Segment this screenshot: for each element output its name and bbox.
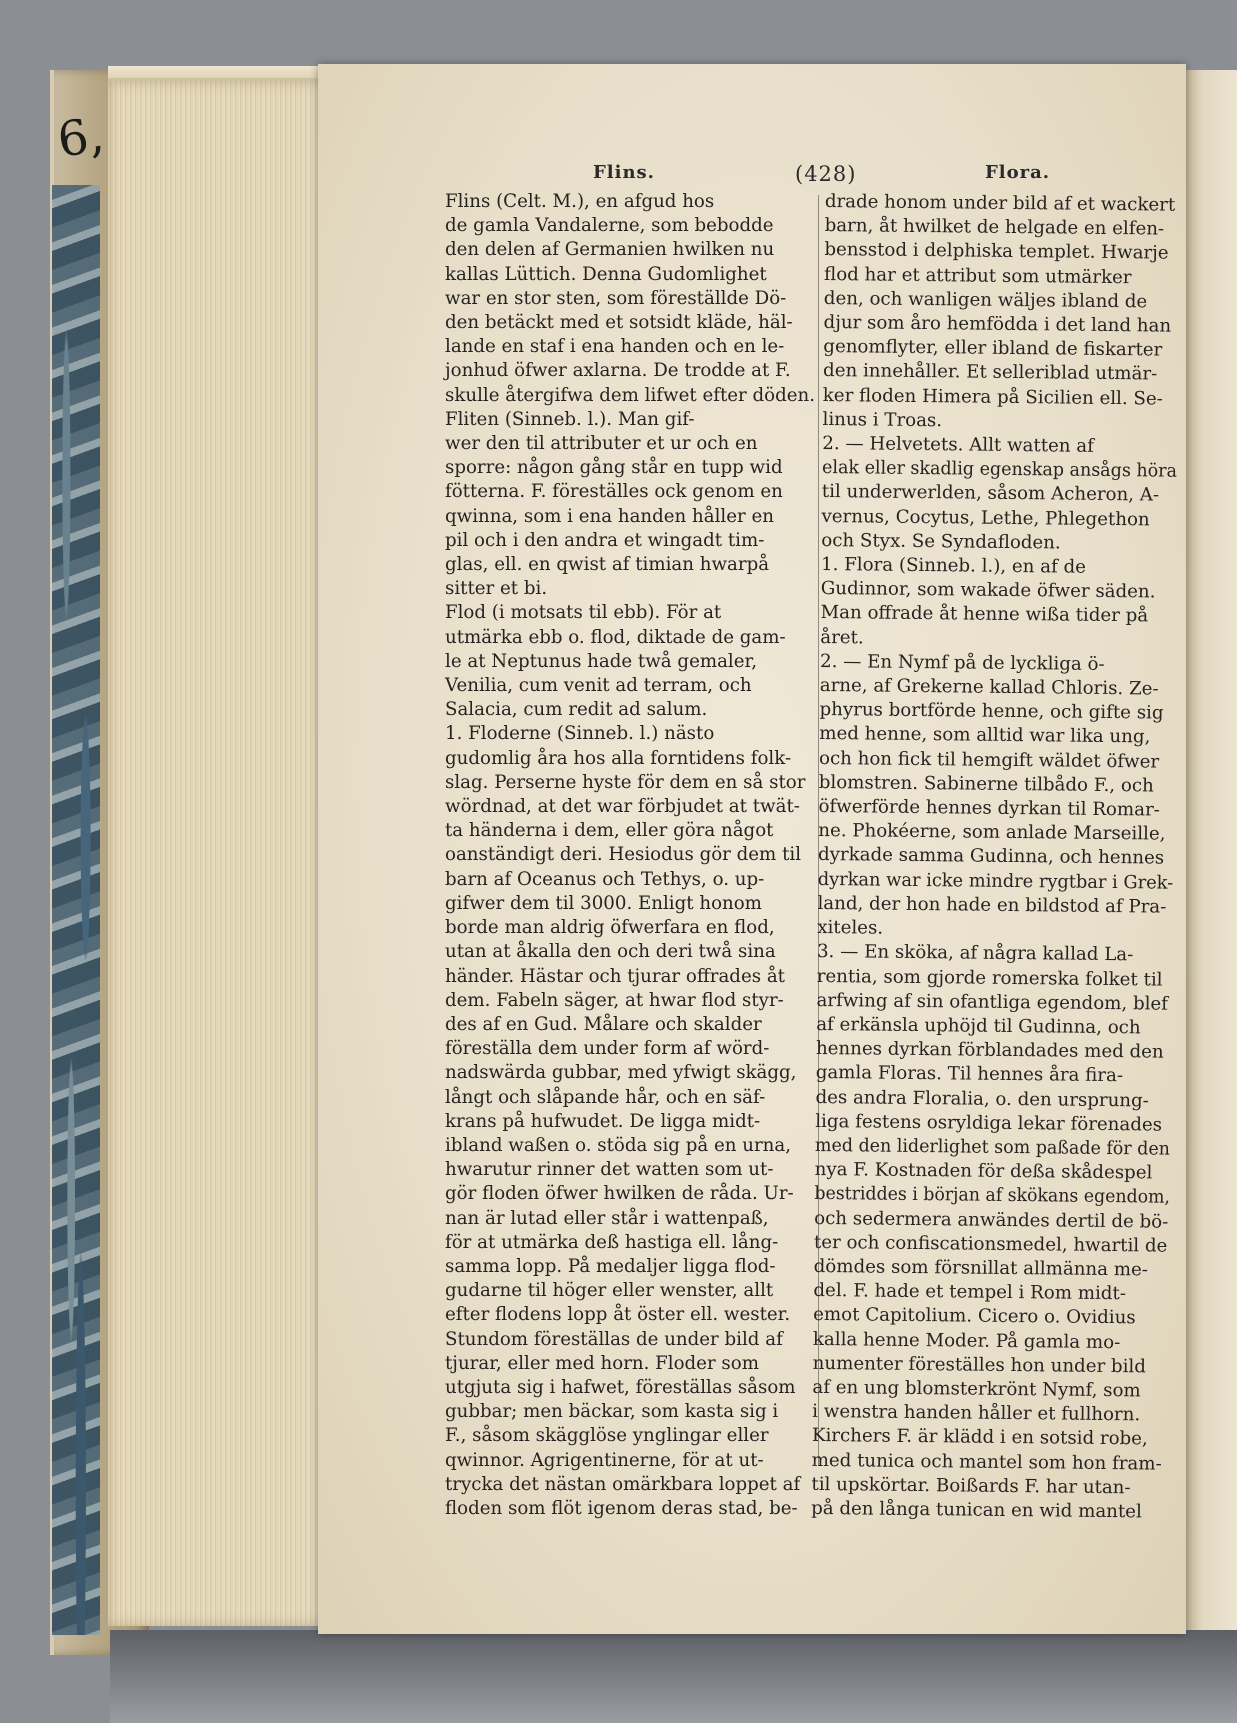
text-line: Fliten (Sinneb. l.). Man gif- [445, 408, 695, 430]
text-line: de gamla Vandalerne, som bebodde [445, 215, 774, 237]
text-line: den innehåller. Et selleriblad utmär- [822, 360, 1158, 385]
text-line: gubbar; men bäckar, som kasta sig i [445, 1401, 779, 1423]
text-line: af erkänsla uphöjd til Gudinna, och [816, 1013, 1141, 1039]
page-edges-block [108, 78, 333, 1626]
text-line: sporre: någon gång står en tupp wid [445, 457, 783, 479]
text-line: borde man aldrig öfwerfara en flod, [445, 917, 775, 939]
right-text-column [811, 190, 1180, 1525]
text-line: numenter föreställes hon under bild [812, 1352, 1147, 1378]
text-line: til underwerlden, såsom Acheron, A- [821, 481, 1160, 506]
text-line: 1. Flora (Sinneb. l.), en af de [820, 554, 1087, 578]
facing-page-edge [1185, 70, 1237, 1630]
text-line: i wenstra handen håller et fullhorn. [812, 1401, 1141, 1426]
text-line: vernus, Cocytus, Lethe, Phlegethon [821, 505, 1150, 531]
text-line: glas, ell. en qwist af timian hwarpå [445, 554, 770, 576]
text-line: kallas Lüttich. Denna Gudomlighet [445, 263, 767, 285]
running-head-right: Flora. [985, 162, 1051, 183]
text-line: djur som åro hemfödda i det land han [823, 312, 1172, 337]
text-line: året. [820, 626, 864, 649]
text-line: dem. Fabeln säger, at hwar flod styr- [445, 989, 784, 1011]
text-line: skulle återgifwa dem lifwet efter döden. [445, 384, 815, 406]
text-line: des andra Floralia, o. den ursprung- [815, 1086, 1149, 1111]
text-line: genomflyter, eller ibland de fiskarter [823, 336, 1163, 361]
text-line: liga festens osryldiga lekar förenades [815, 1110, 1163, 1136]
text-line: föreställa dem under form af wörd- [445, 1038, 770, 1060]
text-line: dyrkan war icke mindre rygtbar i Grek- [817, 868, 1174, 894]
text-line: gudomlig åra hos alla forntidens folk- [445, 747, 792, 769]
text-line: af en ung blomsterkrönt Nymf, som [812, 1376, 1141, 1402]
text-line: dyrkade samma Gudinna, och hennes [817, 844, 1165, 870]
text-line: F., såsom skägglöse ynglingar eller [445, 1425, 769, 1447]
text-line: arne, af Grekerne kallad Chloris. Ze- [819, 675, 1159, 700]
cover-handwritten-mark: 6, [54, 106, 108, 169]
text-line: ne. Phokéerne, som anlade Marseille, [818, 820, 1166, 845]
text-line: barn af Oceanus och Tethys, o. up- [445, 868, 765, 890]
text-line: nadswärda gubbar, med yfwigt skägg, [445, 1062, 797, 1084]
text-line: gudarne til höger eller wenster, allt [445, 1280, 774, 1302]
text-line: flod har et attribut som utmärker [824, 263, 1132, 288]
text-line: bensstod i delphiska templet. Hwarje [824, 239, 1169, 265]
text-line: Flins (Celt. M.), en afgud hos [445, 191, 715, 212]
text-line: drade honom under bild af et wackert [824, 190, 1176, 216]
text-line: den betäckt med et sotsidt kläde, häl- [445, 312, 793, 334]
text-line: efter flodens lopp åt öster ell. wester. [445, 1304, 791, 1326]
text-line: jonhud öfwer axlarna. De trodde at F. [445, 360, 791, 382]
text-line: hwarutur rinner det watten som ut- [445, 1159, 774, 1181]
text-line: 2. — En Nymf på de lyckliga ö- [819, 650, 1105, 675]
text-line: långt och slåpande hår, och en säf- [445, 1086, 766, 1108]
text-line: lande en staf i ena handen och en le- [445, 336, 785, 358]
text-line: 2. — Helvetets. Allt watten af [822, 433, 1095, 457]
text-line: nan är lutad eller står i wattenpaß, [445, 1207, 769, 1229]
text-line: floden som flöt igenom deras stad, be- [445, 1497, 798, 1519]
text-line: 3. — En sköka, af några kallad La- [816, 941, 1134, 966]
text-line: xiteles. [817, 917, 884, 939]
text-line: blomstren. Sabinerne tilbådo F., och [818, 771, 1154, 797]
text-line: elak eller skadlig egenskap ansågs höra [821, 457, 1178, 482]
text-line: war en stor sten, som föreställde Dö- [445, 287, 787, 309]
text-line: med henne, som alltid war lika ung, [819, 723, 1151, 748]
text-line: gör floden öfwer hwilken de råda. Ur- [445, 1183, 794, 1205]
book-bottom-shadow [110, 1630, 1237, 1723]
text-line: fötterna. F. föreställes ock genom en [445, 481, 783, 503]
text-line: barn, åt hwilket de helgade en elfen- [824, 215, 1165, 240]
text-line: Stundom föreställas de under bild af [445, 1328, 783, 1350]
text-line: händer. Hästar och tjurar offrades åt [445, 965, 785, 987]
text-line: Flod (i motsats til ebb). För at [445, 602, 722, 624]
text-line: den delen af Germanien hwilken nu [445, 239, 775, 261]
text-line: krans på hufwudet. De ligga midt- [445, 1110, 761, 1132]
text-line: linus i Troas. [822, 408, 943, 432]
text-line: och sedermera anwändes dertil de bö- [814, 1207, 1169, 1233]
text-line: samma lopp. På medaljer ligga flod- [445, 1255, 776, 1277]
page-number: (428) [795, 162, 857, 186]
text-line: wördnad, at det war förbjudet at twät- [445, 796, 800, 818]
text-line: ibland waßen o. stöda sig på en urna, [445, 1134, 791, 1156]
text-line: Salacia, cum redit ad salum. [445, 699, 708, 721]
text-line: phyrus bortförde henne, och gifte sig [819, 699, 1164, 724]
text-line: pil och i den andra et wingadt tim- [445, 529, 765, 551]
text-line: slag. Perserne hyste för dem en så stor [445, 771, 806, 793]
text-line: utgjuta sig i hafwet, föreställas såsom [445, 1376, 796, 1398]
text-line: utmärka ebb o. flod, diktade de gam- [445, 626, 786, 648]
text-line: emot Capitolium. Cicero o. Ovidius [813, 1304, 1136, 1329]
text-line: Gudinnor, som wakade öfwer säden. [820, 578, 1156, 603]
text-line: qwinnor. Agrigentinerne, för at ut- [445, 1449, 764, 1471]
text-line: på den långa tunican en wid mantel [811, 1497, 1142, 1523]
text-line: och hon fick til hemgift wäldet öfwer [818, 747, 1160, 773]
text-line: le at Neptunus hade twå gemaler, [445, 650, 757, 672]
text-line: del. F. hade et tempel i Rom midt- [813, 1280, 1127, 1305]
text-line: ta händerna i dem, eller göra något [445, 820, 774, 842]
text-line: 1. Floderne (Sinneb. l.) nästo [445, 723, 715, 745]
text-line: den, och wanligen wäljes ibland de [823, 287, 1148, 313]
marbled-endpaper [52, 185, 100, 1635]
text-line: ker floden Himera på Sicilien ell. Se- [822, 384, 1163, 410]
text-line: Venilia, cum venit ad terram, och [445, 675, 752, 697]
left-text-column [445, 190, 815, 1521]
text-line: med tunica och mantel som hon fram- [811, 1449, 1162, 1475]
text-line: utan at åkalla den och deri twå sina [445, 941, 776, 963]
text-line: rentia, som gjorde romerska folket til [816, 965, 1163, 991]
text-line: trycka det nästan omärkbara loppet af [445, 1473, 801, 1495]
text-line: arfwing af sin ofantliga egendom, blef [816, 989, 1169, 1015]
text-line: kalla henne Moder. På gamla mo- [812, 1328, 1121, 1353]
text-line: Kirchers F. är klädd i en sotsid robe, [811, 1425, 1148, 1450]
text-line: och Styx. Se Syndafloden. [821, 529, 1061, 554]
text-line: ter och confiscationsmedel, hwartil de [813, 1231, 1168, 1257]
text-line: hennes dyrkan förblandades med den [815, 1038, 1164, 1063]
text-line: til upskörtar. Boißards F. har utan- [811, 1473, 1131, 1499]
text-line: Man offrade åt henne wißa tider på [820, 602, 1149, 627]
text-line: med den liderlighet som paßade för den [814, 1134, 1171, 1160]
text-line: gamla Floras. Til hennes åra fira- [815, 1062, 1124, 1087]
running-head-left: Flins. [593, 162, 655, 183]
text-line: bestriddes i början af skökans egendom, [814, 1183, 1171, 1208]
text-line: wer den til attributer et ur och en [445, 433, 758, 455]
text-line: sitter et bi. [445, 578, 548, 600]
text-line: dömdes som försnillat allmänna me- [813, 1255, 1149, 1281]
text-line: nya F. Kostnaden för deßa skådespel [814, 1159, 1153, 1184]
text-line: des af en Gud. Målare och skalder [445, 1013, 762, 1035]
text-line: gifwer dem til 3000. Enligt honom [445, 892, 762, 914]
text-line: tjurar, eller med horn. Floder som [445, 1352, 759, 1374]
text-line: land, der hon hade en bildstod af Pra- [817, 892, 1167, 918]
text-line: öfwerförde hennes dyrkan til Romar- [818, 796, 1160, 821]
text-line: qwinna, som i ena handen håller en [445, 505, 774, 527]
text-line: för at utmärka deß hastiga ell. lång- [445, 1231, 779, 1253]
text-line: oanständigt deri. Hesiodus gör dem til [445, 844, 802, 866]
